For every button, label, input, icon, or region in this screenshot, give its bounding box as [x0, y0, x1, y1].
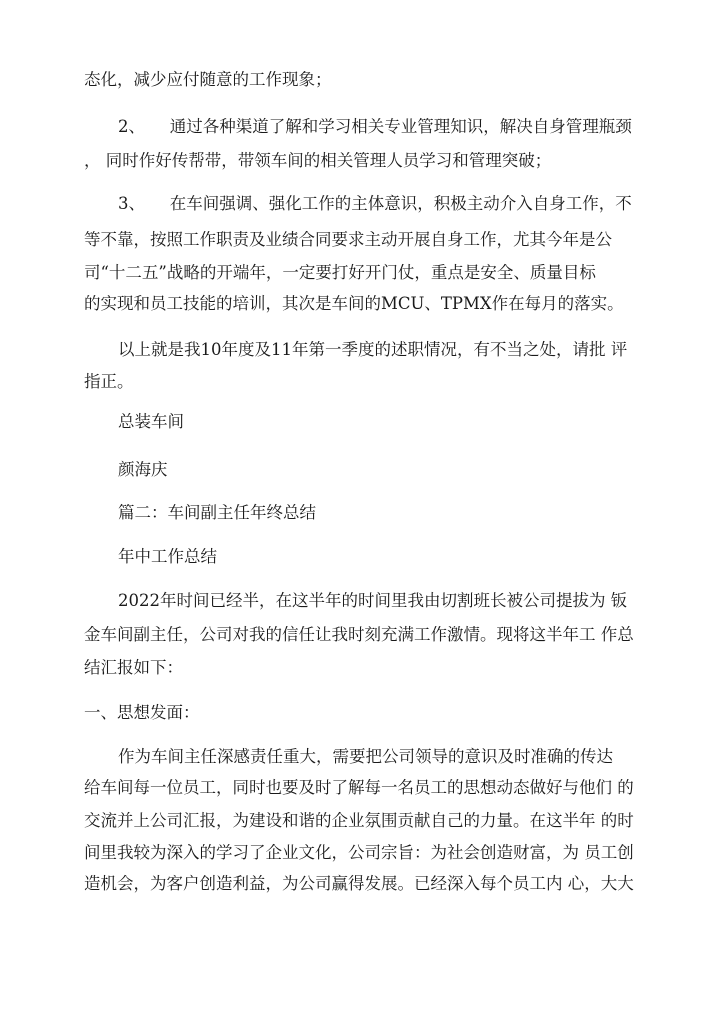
- text-line: 等不靠，按照工作职责及业绩合同要求主动开展自身工作，尤其今年是公: [84, 230, 612, 249]
- text-line: 金车间副主任，公司对我的信任让我时刻充满工作激情。现将这半年工 作总: [84, 625, 634, 644]
- text-line: 以上就是我10年度及11年第一季度的述职情况，有不当之处，请批 评: [118, 340, 628, 359]
- text-line: 年中工作总结: [118, 547, 217, 566]
- text-line: 3、 在车间强调、强化工作的主体意识，积极主动介入自身工作，不: [118, 194, 632, 213]
- text-line: 的实现和员工技能的培训，其次是车间的MCU、TPMX作在每月的落实。: [84, 294, 624, 313]
- text-line: ， 同时作好传帮带，带领车间的相关管理人员学习和管理突破；: [84, 151, 552, 170]
- text-line: 篇二：车间副主任年终总结: [118, 503, 316, 522]
- text-line: 2022年时间已经半，在这半年的时间里我由切割班长被公司提拔为 钣: [118, 591, 628, 610]
- text-line: 造机会，为客户创造利益，为公司赢得发展。已经深入每个员工内 心，大大: [84, 874, 634, 893]
- text-line: 态化，减少应付随意的工作现象；: [84, 70, 332, 89]
- text-line: 结汇报如下：: [84, 658, 183, 677]
- text-line: 总装车间: [118, 412, 184, 431]
- text-line: 2、 通过各种渠道了解和学习相关专业管理知识，解决自身管理瓶颈: [118, 117, 632, 136]
- text-line: 司“十二五”战略的开端年，一定要打好开门仗，重点是安全、质量目标: [84, 263, 596, 282]
- text-line: 作为车间主任深感责任重大，需要把公司领导的意识及时准确的传达: [118, 747, 613, 766]
- text-line: 间里我较为深入的学习了企业文化，公司宗旨：为社会创造财富，为 员工创: [84, 843, 634, 862]
- text-line: 指正。: [84, 372, 134, 391]
- text-line: 一、思想发面：: [84, 703, 200, 722]
- text-line: 颜海庆: [118, 460, 168, 479]
- text-line: 给车间每一位员工，同时也要及时了解每一名员工的思想动态做好与他们 的: [84, 778, 634, 797]
- text-line: 交流并上公司汇报，为建设和谐的企业氛围贡献自己的力量。在这半年 的时: [84, 811, 634, 830]
